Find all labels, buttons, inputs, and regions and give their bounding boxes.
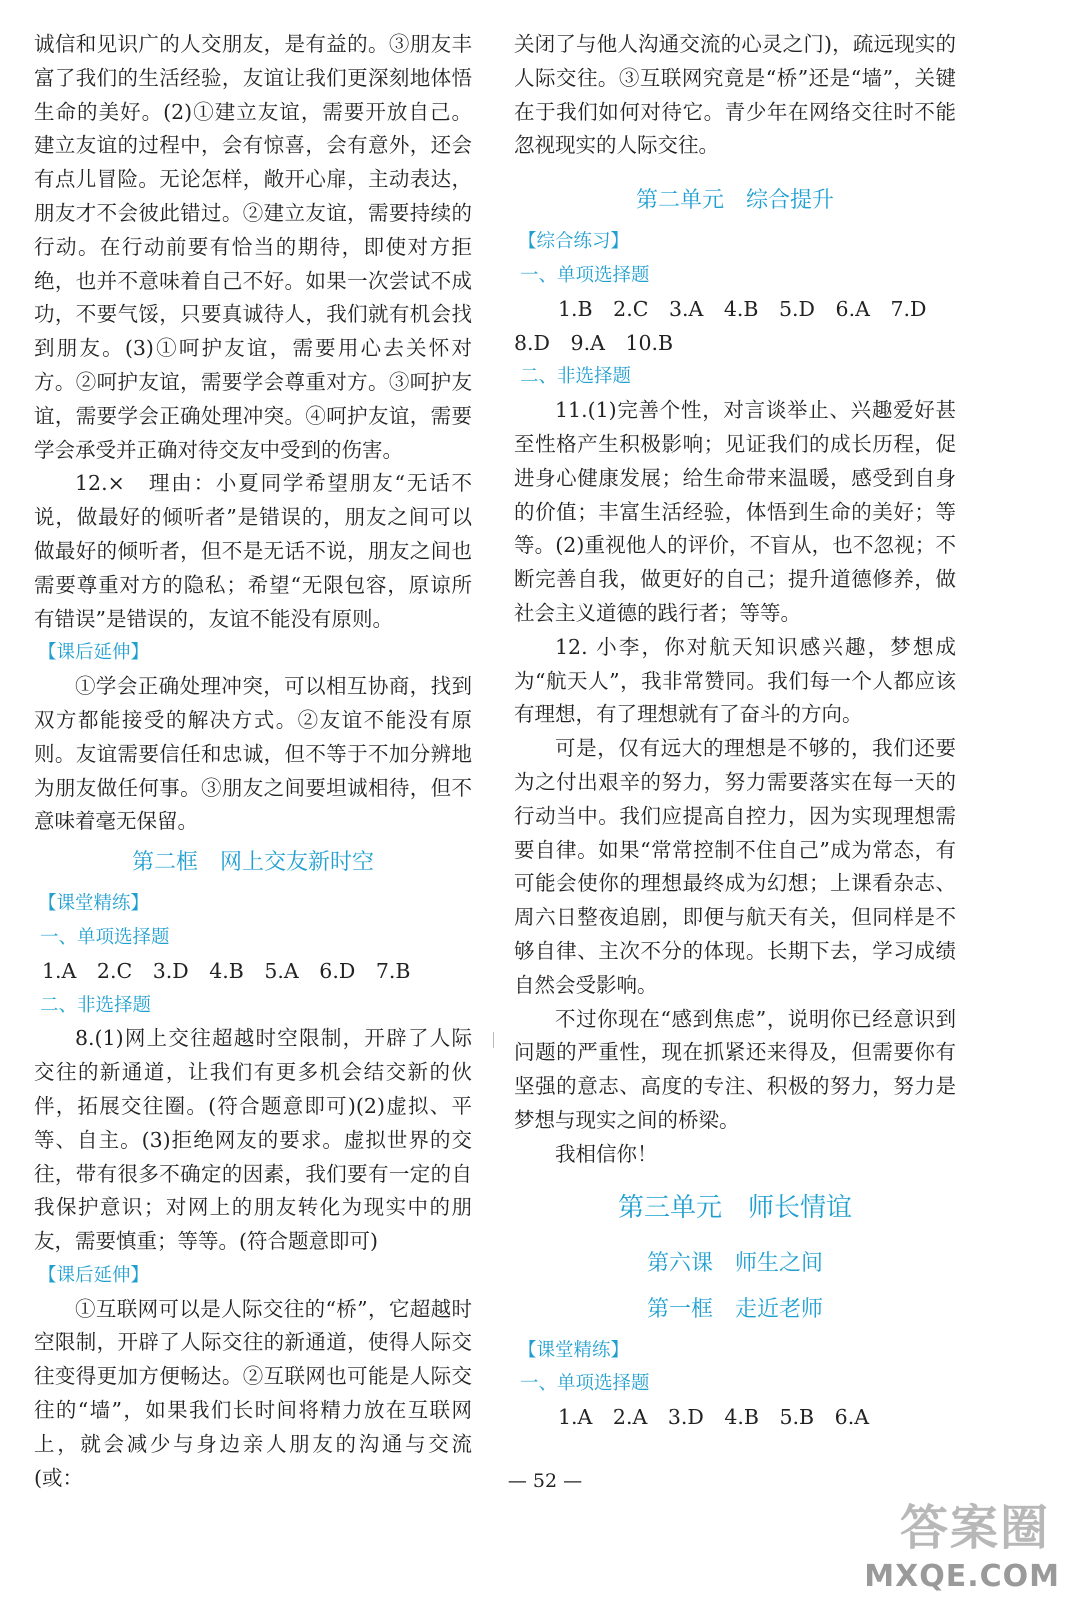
watermark-brand: 答案圈 <box>899 1500 1050 1556</box>
right-paragraph-4: 可是，仅有远大的理想是不够的，我们还要为之付出艰辛的努力，努力需要落实在每一天的行动当中。我们应提高自控力，因为实现理想需要自律。如果“常常控制不住自己”成为常态，有可能会使你的理想最终成为幻想；上课看杂志、周六日整夜追剧，即便与航天有关，但同样是不够自律、主次不分的体现。长期下去，学习成绩自然会受影响。 <box>514 736 956 997</box>
answer-row <box>42 955 472 989</box>
single-choice-heading: 一、单项选择题 <box>520 264 650 286</box>
answer-item: 7.D <box>890 296 927 321</box>
answer-item: 4.B <box>209 958 244 983</box>
answer-row <box>558 293 956 327</box>
answer-item: 3.D <box>152 958 189 983</box>
answer-item: 2.A <box>612 1405 648 1430</box>
watermark-domain: MXQE.COM <box>864 1559 1060 1594</box>
right-paragraph-3: 12. 小李，你对航天知识感兴趣，梦想成为“航天人”，我非常赞同。我们每一个人都应该有理想，有了理想就有了奋斗的方向。 <box>514 634 956 727</box>
right-paragraph-5: 不过你现在“感到焦虑”，说明你已经意识到问题的严重性，现在抓紧还来得及，但需要你有坚强的意志、高度的专注、积极的努力，努力是梦想与现实之间的桥梁。 <box>514 1006 956 1132</box>
non-choice-heading: 二、非选择题 <box>40 994 152 1016</box>
answer-item: 6.D <box>319 958 356 983</box>
non-choice-heading: 二、非选择题 <box>520 366 632 388</box>
answer-item: 5.D <box>779 296 815 321</box>
section-tag-after-class-2: 【课后延伸】 <box>38 1264 150 1286</box>
left-paragraph-3: ①学会正确处理冲突，可以相互协商，找到双方都能接受的解决方式。②友谊不能没有原则。友谊需要信任和忠诚，但不等于不加分辨地为朋友做任何事。③朋友之间要坦诚相待，但不意味着毫无保留。 <box>34 674 472 834</box>
answer-item: 6.A <box>835 296 870 321</box>
left-paragraph-5: ①互联网可以是人际交往的“桥”，它超越时空限制，开辟了人际交往的新通道，使得人际交往变得更加方便畅达。②互联网也可能是人际交往的“墙”，如果我们长时间将精力放在互联网上，就会减少与身边亲人朋友的沟通与交流(或： <box>34 1296 472 1490</box>
left-paragraph-2: 12.× 理由：小夏同学希望朋友“无话不说，做最好的倾听者”是错误的，朋友之间可以做最好的倾听者，但不是无话不说，朋友之间也需要尊重对方的隐私；希望“无限包容，原谅所有错误”是错误的，友谊不能没有原则。 <box>34 471 472 631</box>
left-paragraph-4: 8.(1)网上交往超越时空限制，开辟了人际交往的新通道，让我们有更多机会结交新的伙伴，拓展交往圈。(符合题意即可)(2)虚拟、平等、自主。(3)拒绝网友的要求。虚拟世界的交往，带有很多不确定的因素，我们要有一定的自我保护意识；对网上的朋友转化为现实中的朋友，需要慎重；等等。(符合题意即可) <box>34 1026 472 1254</box>
answer-row <box>558 1401 956 1435</box>
answer-row <box>514 327 956 361</box>
section-tag-comprehensive: 【综合练习】 <box>518 231 630 253</box>
answer-item: 6.A <box>834 1405 870 1430</box>
section-tag-class-practice: 【课堂精练】 <box>518 1339 630 1361</box>
answer-item: 4.B <box>723 296 759 321</box>
column-divider <box>493 1032 494 1048</box>
right-paragraph-6: 我相信你！ <box>555 1141 658 1166</box>
answer-item: 4.B <box>724 1405 759 1430</box>
section-tag-class-practice: 【课堂精练】 <box>38 893 150 915</box>
answer-item: 2.C <box>96 958 133 983</box>
lesson-heading: 第二框 网上交友新时空 <box>131 850 374 876</box>
left-paragraph-1: 诚信和见识广的人交朋友，是有益的。③朋友丰富了我们的生活经验，友谊让我们更深刻地体悟生命的美好。(2)①建立友谊，需要开放自己。建立友谊的过程中，会有惊喜，会有意外，还会有点儿冒险。无论怎样，敞开心扉，主动表达，朋友才不会彼此错过。②建立友谊，需要持续的行动。在行动前要有恰当的期待，即使对方拒绝，也并不意味着自己不好。如果一次尝试不成功，不要气馁，只要真诚待人，我们就有机会找到朋友。(3)①呵护友谊，需要用心去关怀对方。②呵护友谊，需要学会尊重对方。③呵护友谊，需要学会正确处理冲突。④呵护友谊，需要学会承受并正确对待交友中受到的伤害。 <box>34 32 472 462</box>
answer-item: 5.A <box>264 958 299 983</box>
lesson-heading: 第六课 师生之间 <box>646 1250 823 1276</box>
answer-item: 1.A <box>558 1405 593 1430</box>
section-heading: 第一框 走近老师 <box>646 1296 823 1322</box>
answer-item: 5.B <box>779 1405 815 1430</box>
page-number: — 52 — <box>507 1470 583 1492</box>
answer-item: 2.C <box>613 296 649 321</box>
answer-item: 10.B <box>625 330 674 355</box>
unit-heading: 第三单元 师长情谊 <box>617 1192 852 1223</box>
section-tag-after-class-1: 【课后延伸】 <box>38 642 150 664</box>
right-paragraph-1: 关闭了与他人沟通交流的心灵之门)，疏远现实的人际交往。③互联网究竟是“桥”还是“墙”，关键在于我们如何对待它。青少年在网络交往时不能忽视现实的人际交往。 <box>514 32 956 158</box>
answer-item: 3.D <box>667 1405 704 1430</box>
single-choice-heading: 一、单项选择题 <box>520 1373 650 1395</box>
single-choice-heading: 一、单项选择题 <box>40 926 170 948</box>
answer-item: 1.A <box>42 958 77 983</box>
answer-item: 1.B <box>558 296 593 321</box>
right-paragraph-2: 11.(1)完善个性，对言谈举止、兴趣爱好甚至性格产生积极影响；见证我们的成长历程，促进身心健康发展；给生命带来温暖，感受到自身的价值；丰富生活经验，体悟到生命的美好；等等。(2)重视他人的评价，不盲从，也不忽视；不断完善自我，做更好的自己；提升道德修养，做社会主义道德的践行者；等等。 <box>514 398 956 625</box>
left-column <box>34 28 472 1495</box>
unit-review-heading: 第二单元 综合提升 <box>635 188 834 214</box>
right-column <box>514 28 956 1435</box>
answer-item: 8.D <box>514 330 550 355</box>
answer-item: 9.A <box>570 330 605 355</box>
answer-item: 3.A <box>668 296 704 321</box>
answer-item: 7.B <box>375 958 411 983</box>
